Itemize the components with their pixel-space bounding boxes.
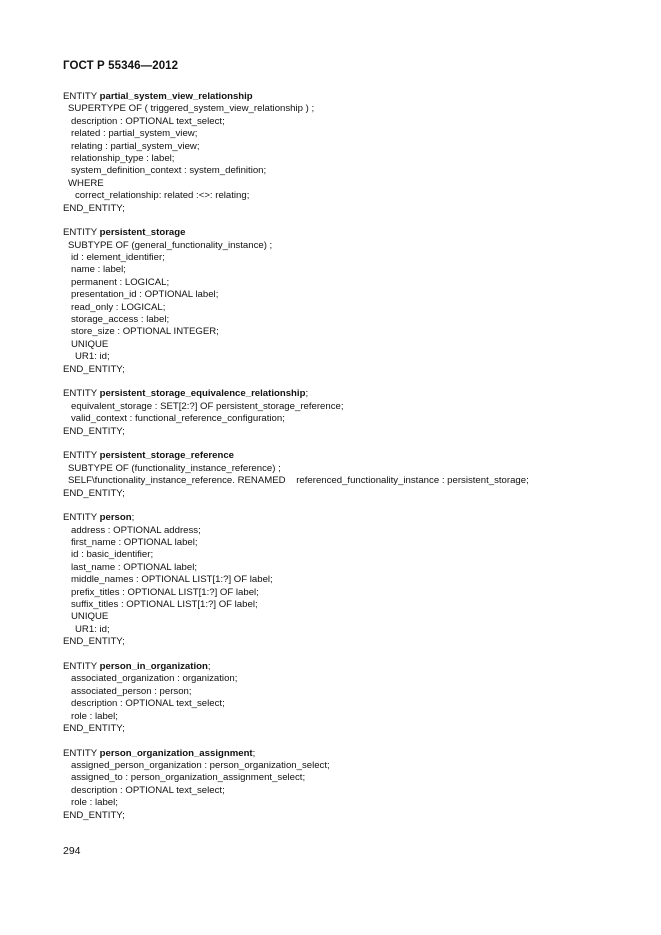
blank-line (63, 649, 623, 661)
entity-attribute-line: SELF\functionality_instance_reference. RENAMED referenced_functionality_instance : persistent_storage; (68, 475, 529, 487)
entity-block (63, 227, 623, 376)
entity-attribute-line: store_size : OPTIONAL INTEGER; (71, 326, 219, 338)
entity-attribute-line: UR1: id; (75, 351, 110, 363)
entity-header-line (63, 748, 623, 760)
entity-keyword: ENTITY (63, 512, 97, 524)
entity-attribute-line: role : label; (71, 710, 118, 722)
entity-header-suffix: ; (252, 747, 256, 759)
express-schema-listing (63, 91, 623, 822)
entity-end-line: END_ENTITY; (63, 722, 125, 734)
entity-keyword: ENTITY (63, 660, 97, 672)
blank-line (63, 438, 623, 450)
entity-attribute-line: SUBTYPE OF (general_functionality_instance) ; (68, 239, 273, 251)
entity-name: persistent_storage_reference (99, 450, 235, 462)
entity-name: person_organization_assignment (99, 747, 253, 759)
entity-block (63, 661, 623, 735)
blank-line (63, 500, 623, 512)
entity-keyword: ENTITY (63, 91, 97, 102)
blank-line (63, 215, 623, 227)
entity-attribute-line: name : label; (71, 264, 126, 276)
entity-attribute-line: equivalent_storage : SET[2:?] OF persistent_storage_reference; (71, 400, 344, 412)
entity-attribute-line: associated_organization : organization; (71, 673, 238, 685)
entity-attribute-line: last_name : OPTIONAL label; (71, 561, 198, 573)
entity-keyword: ENTITY (63, 388, 97, 400)
entity-header-line (63, 91, 623, 103)
entity-attribute-line: permanent : LOGICAL; (71, 276, 170, 288)
entity-attribute-line: correct_relationship: related :<>: relating; (75, 190, 250, 202)
entity-attribute-line: system_definition_context : system_definition; (71, 165, 267, 177)
entity-attribute-line: presentation_id : OPTIONAL label; (71, 289, 219, 301)
entity-header-line (63, 227, 623, 239)
entity-block (63, 91, 623, 215)
entity-attribute-line: suffix_titles : OPTIONAL LIST[1:?] OF label; (71, 599, 258, 611)
entity-attribute-line: SUPERTYPE OF ( triggered_system_view_relationship ) ; (68, 103, 315, 115)
blank-line (63, 376, 623, 388)
entity-header-line (63, 388, 623, 400)
entity-attribute-line: description : OPTIONAL text_select; (71, 115, 225, 127)
entity-header-line (63, 450, 623, 462)
entity-attribute-line: assigned_to : person_organization_assignment_select; (71, 772, 306, 784)
entity-name: person_in_organization (99, 660, 208, 672)
entity-name: persistent_storage_equivalence_relationship (99, 388, 306, 400)
entity-attribute-line: UNIQUE (71, 611, 109, 623)
entity-block (63, 450, 623, 500)
entity-end-line: END_ENTITY; (63, 487, 125, 499)
entity-end-line: END_ENTITY; (63, 636, 125, 648)
entity-header-suffix: ; (131, 512, 135, 524)
entity-attribute-line: assigned_person_organization : person_organization_select; (71, 760, 330, 772)
entity-attribute-line: WHERE (68, 177, 104, 189)
entity-attribute-line: relationship_type : label; (71, 152, 175, 164)
entity-keyword: ENTITY (63, 450, 97, 462)
entity-block (63, 748, 623, 822)
entity-name: persistent_storage (99, 227, 186, 239)
entity-end-line: END_ENTITY; (63, 425, 125, 437)
page-number: 294 (63, 845, 81, 857)
entity-header-suffix: ; (305, 388, 309, 400)
entity-attribute-line: first_name : OPTIONAL label; (71, 537, 198, 549)
entity-attribute-line: role : label; (71, 797, 118, 809)
entity-header-line (63, 512, 623, 524)
entity-attribute-line: associated_person : person; (71, 685, 192, 697)
entity-attribute-line: prefix_titles : OPTIONAL LIST[1:?] OF label; (71, 586, 259, 598)
entity-attribute-line: storage_access : label; (71, 314, 170, 326)
entity-attribute-line: read_only : LOGICAL; (71, 301, 166, 313)
entity-block (63, 388, 623, 438)
page-header-title: ГОСТ Р 55346—2012 (63, 60, 179, 72)
entity-attribute-line: related : partial_system_view; (71, 128, 198, 140)
entity-attribute-line: id : element_identifier; (71, 252, 165, 264)
entity-name: partial_system_view_relationship (99, 91, 253, 102)
entity-end-line: END_ENTITY; (63, 202, 125, 214)
entity-attribute-line: relating : partial_system_view; (71, 140, 200, 152)
entity-end-line: END_ENTITY; (63, 363, 125, 375)
entity-attribute-line: UR1: id; (75, 623, 110, 635)
entity-keyword: ENTITY (63, 227, 97, 239)
blank-line (63, 735, 623, 747)
entity-name: person (99, 512, 132, 524)
entity-attribute-line: middle_names : OPTIONAL LIST[1:?] OF label; (71, 574, 273, 586)
entity-attribute-line: UNIQUE (71, 338, 109, 350)
entity-header-suffix: ; (207, 660, 211, 672)
entity-attribute-line: description : OPTIONAL text_select; (71, 784, 225, 796)
entity-attribute-line: address : OPTIONAL address; (71, 524, 201, 536)
entity-header-line (63, 661, 623, 673)
entity-attribute-line: id : basic_identifier; (71, 549, 154, 561)
entity-keyword: ENTITY (63, 747, 97, 759)
entity-end-line: END_ENTITY; (63, 809, 125, 821)
entity-block (63, 512, 623, 648)
entity-attribute-line: SUBTYPE OF (functionality_instance_reference) ; (68, 462, 281, 474)
entity-attribute-line: description : OPTIONAL text_select; (71, 698, 225, 710)
entity-attribute-line: valid_context : functional_reference_configuration; (71, 413, 285, 425)
